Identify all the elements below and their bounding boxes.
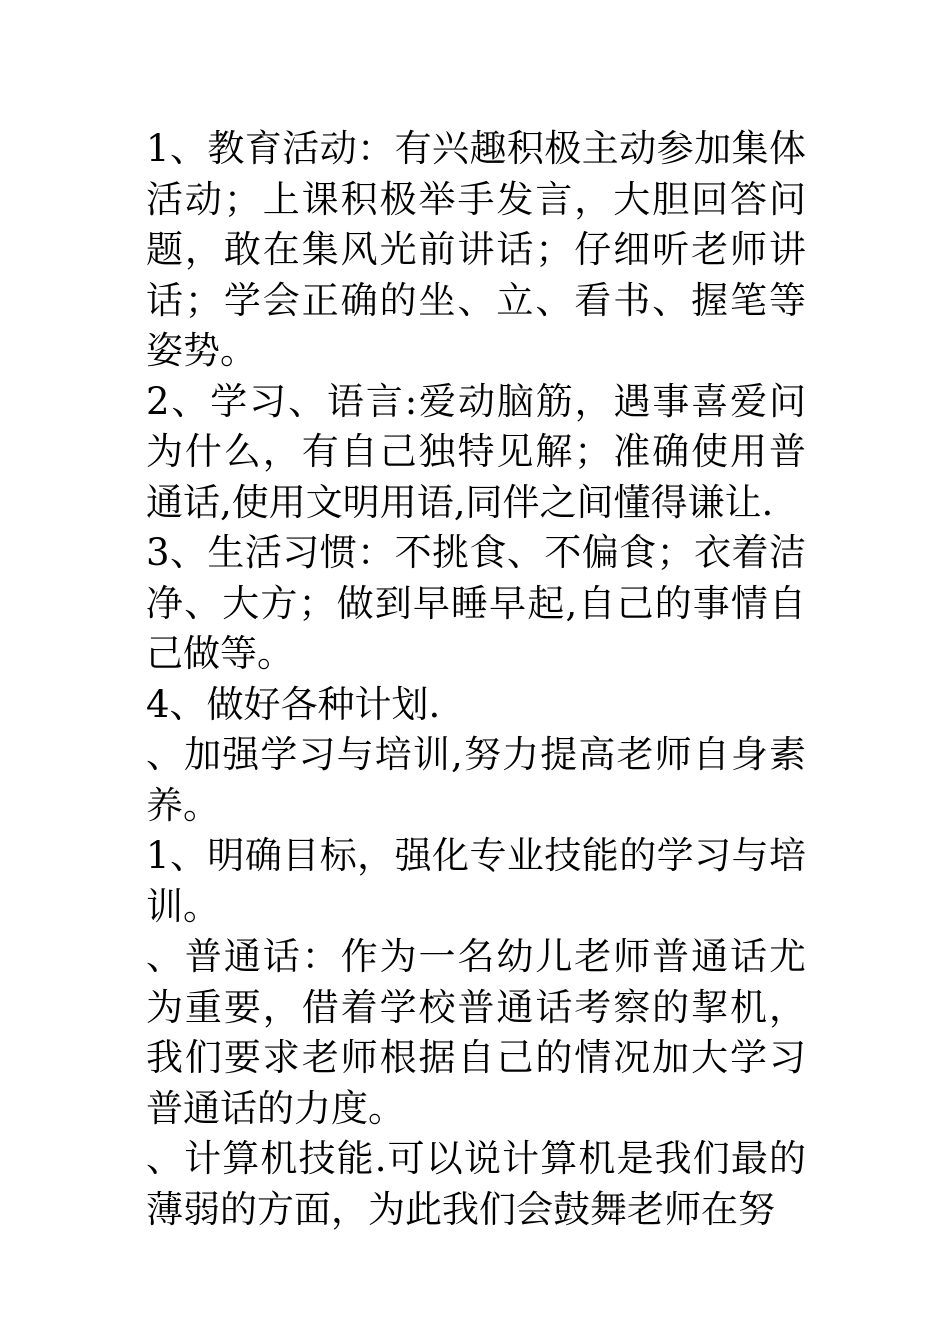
paragraph-plans: 4、做好各种计划. [146, 682, 441, 726]
document-body [146, 124, 806, 1235]
paragraph-learning-language: 2、学习、语言:爱动脑筋，遇事喜爱问为什么，有自己独特见解；准确使用普通话,使用文明用语,同伴之间懂得谦让. [146, 379, 806, 524]
paragraph-mandarin: 、普通话：作为一名幼儿老师普通话尤为重要，借着学校普通话考察的挈机，我们要求老师根据自己的情况加大学习普通话的力度。 [146, 935, 806, 1130]
paragraph-clear-goals: 1、明确目标，强化专业技能的学习与培训。 [146, 834, 806, 928]
paragraph-living-habits: 3、生活习惯：不挑食、不偏食；衣着洁净、大方；做到早睡早起,自己的事情自己做等。 [146, 531, 806, 675]
paragraph-computer-skills: 、计算机技能.可以说计算机是我们最的薄弱的方面，为此我们会鼓舞老师在努 [146, 1137, 806, 1231]
paragraph-education-activities: 1、教育活动：有兴趣积极主动参加集体活动；上课积极举手发言，大胆回答问题，敢在集风光前讲话；仔细听老师讲话；学会正确的坐、立、看书、握笔等姿势。 [146, 127, 806, 372]
paragraph-training-heading: 、加强学习与培训,努力提高老师自身素养。 [146, 733, 806, 827]
